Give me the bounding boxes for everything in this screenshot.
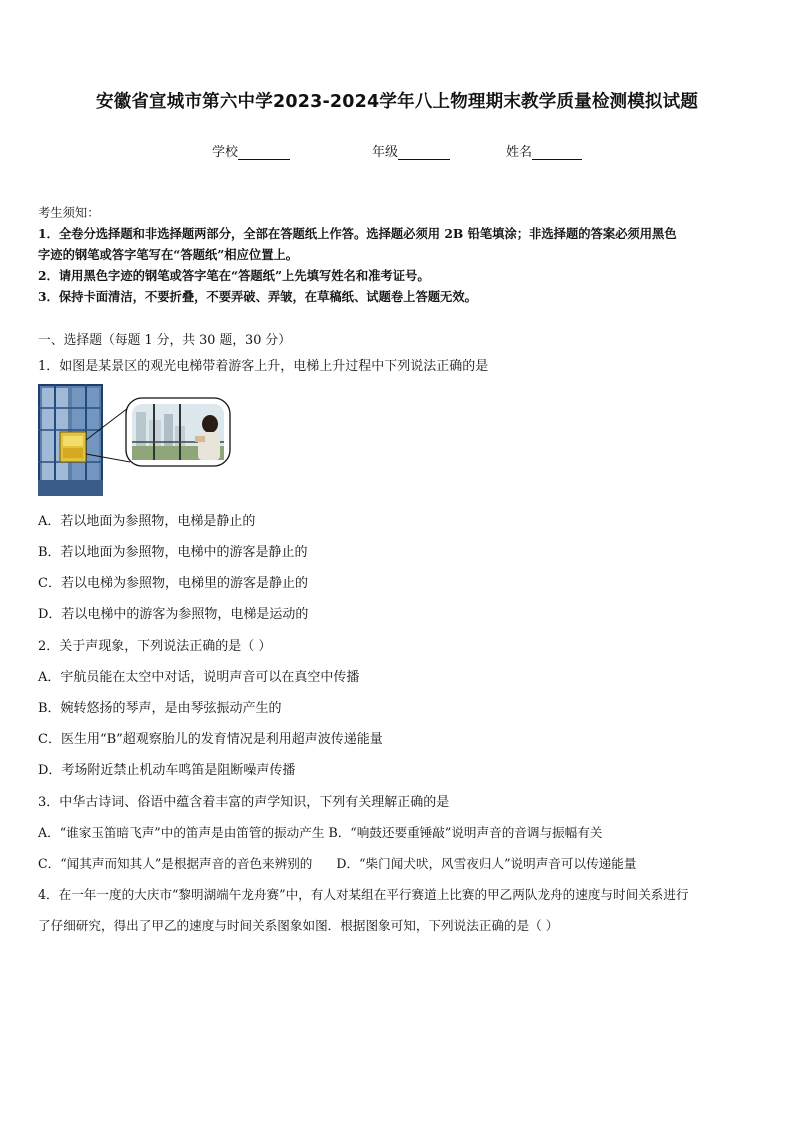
section-heading: 一、选择题（每题 1 分，共 30 题，30 分）: [38, 333, 292, 348]
name-blank: [532, 145, 582, 160]
question-3-options-cd: C．“闻其声而知其人”是根据声音的音色来辨别的 D．“柴门闻犬吠，风雪夜归人”说明声音可以传递能量: [38, 856, 637, 871]
notice-item: 1．全卷分选择题和非选择题两部分，全部在答题纸上作答。选择题必须用 2B 铅笔填涂；非选择题的答案必须用黑色: [38, 226, 677, 241]
name-label: 姓名: [506, 145, 533, 160]
question-1-option-c: C．若以电梯为参照物，电梯里的游客是静止的: [38, 576, 308, 591]
question-3-stem: 3．中华古诗词、俗语中蕴含着丰富的声学知识，下列有关理解正确的是: [38, 795, 450, 810]
question-2-option-d: D．考场附近禁止机动车鸣笛是阻断噪声传播: [38, 763, 296, 778]
question-1-option-b: B．若以地面为参照物，电梯中的游客是静止的: [38, 545, 308, 560]
question-3-options-ab: A．“谁家玉笛暗飞声”中的笛声是由笛管的振动产生 B．“响鼓还要重锤敲”说明声音的音调与振幅有关: [38, 825, 603, 840]
question-4-stem-line: 了仔细研究，得出了甲乙的速度与时间关系图象如图．根据图象可知，下列说法正确的是（ ）: [38, 918, 559, 933]
page-title: 安徽省宣城市第六中学2023-2024学年八上物理期末教学质量检测模拟试题: [95, 92, 699, 112]
question-2-option-a: A．宇航员能在太空中对话，说明声音可以在真空中传播: [38, 670, 360, 685]
school-label: 学校: [212, 145, 239, 160]
notice-item: 3．保持卡面清洁，不要折叠，不要弄破、弄皱，在草稿纸、试题卷上答题无效。: [38, 289, 477, 304]
school-blank: [238, 145, 290, 160]
question-2-option-c: C．医生用“B”超观察胎儿的发育情况是利用超声波传递能量: [38, 732, 383, 747]
grade-field: [372, 141, 450, 160]
name-field: [506, 141, 582, 160]
question-2-option-b: B．婉转悠扬的琴声，是由琴弦振动产生的: [38, 701, 282, 716]
school-field: [212, 141, 290, 160]
notice-item: 2．请用黑色字迹的钢笔或答字笔在“答题纸”上先填写姓名和准考证号。: [38, 268, 430, 283]
notice-heading: 考生须知：: [38, 206, 100, 220]
question-4-stem-line: 4．在一年一度的大庆市“黎明湖端午龙舟赛”中，有人对某组在平行赛道上比赛的甲乙两队龙舟的速度与时间关系进行: [38, 887, 689, 902]
elevator-illustration: [38, 384, 232, 496]
notice-item: 字迹的钢笔或答字笔写在“答题纸”相应位置上。: [38, 247, 299, 262]
grade-label: 年级: [372, 145, 399, 160]
question-2-stem: 2．关于声现象，下列说法正确的是（ ）: [38, 639, 272, 654]
grade-blank: [398, 145, 450, 160]
elevator-figure: [38, 384, 232, 496]
question-1-stem: 1．如图是某景区的观光电梯带着游客上升，电梯上升过程中下列说法正确的是: [38, 359, 489, 374]
question-1-option-a: A．若以地面为参照物，电梯是静止的: [38, 514, 256, 529]
question-1-option-d: D．若以电梯中的游客为参照物，电梯是运动的: [38, 607, 309, 622]
